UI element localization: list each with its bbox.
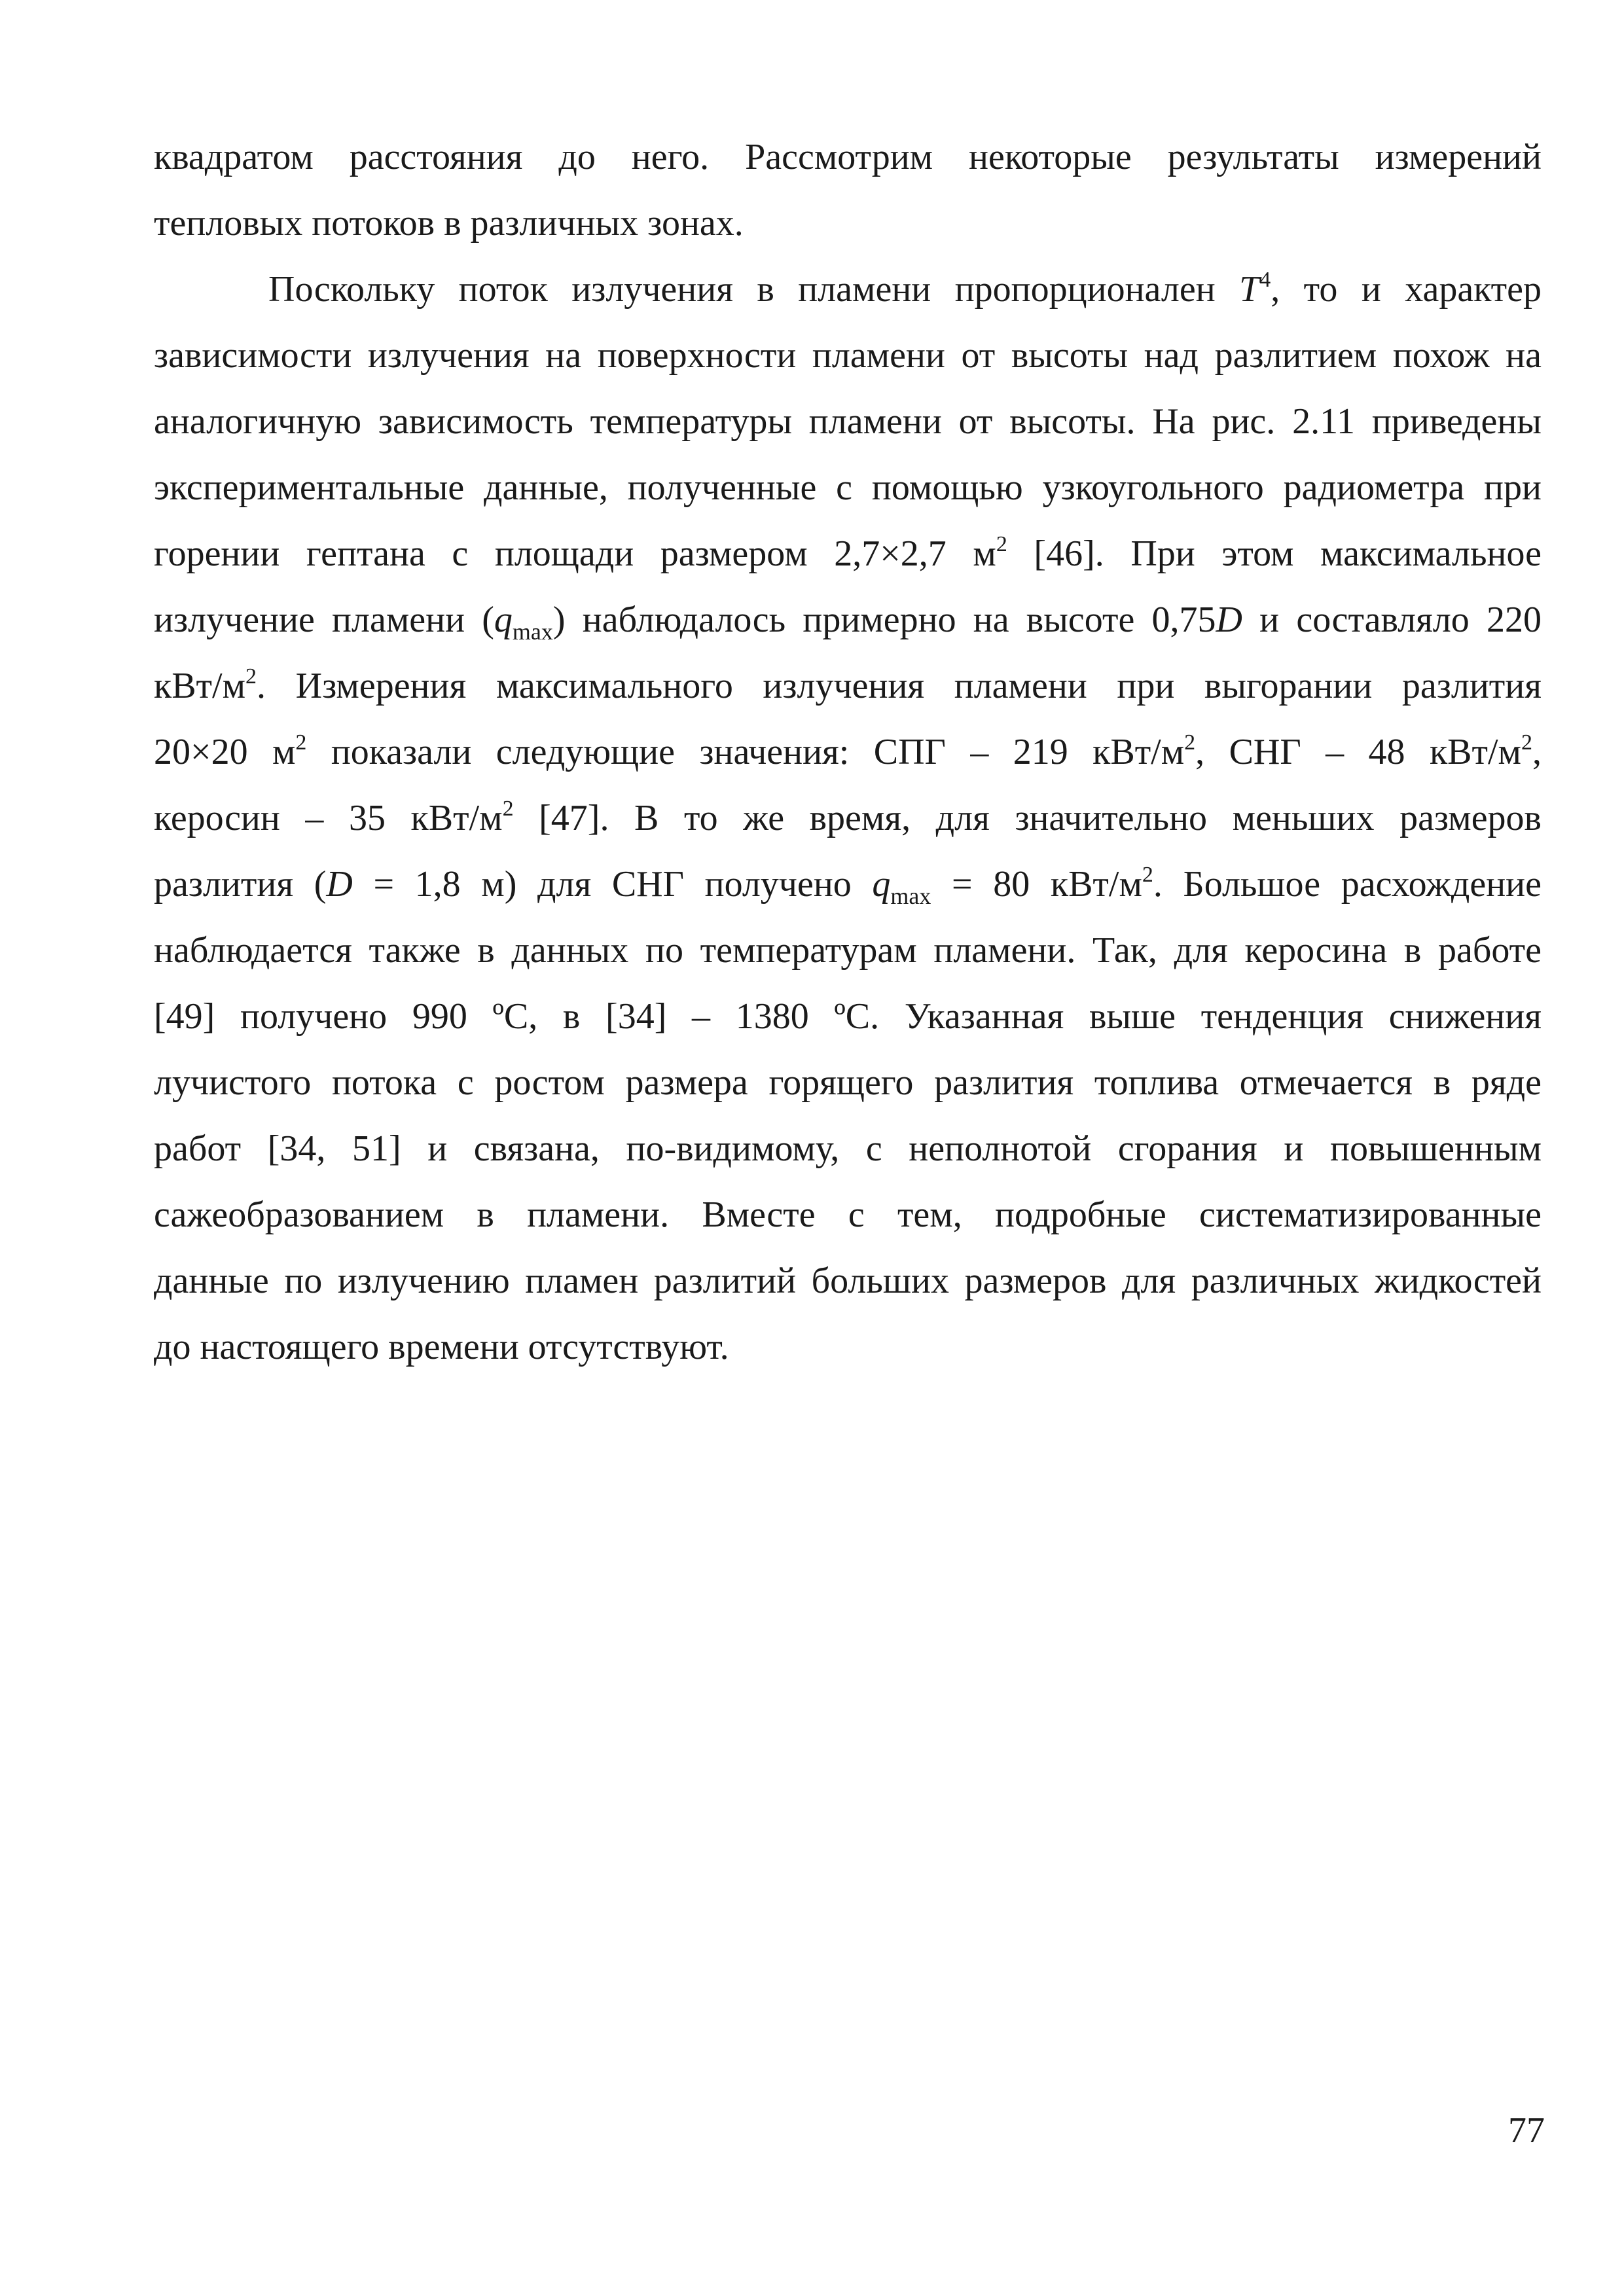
text-line (154, 190, 1542, 257)
text-span: тепловых потоков в различных зонах. (154, 203, 744, 243)
text-span: квадратом расстояния до него. Рассмотрим некоторые результаты измерений (154, 137, 1542, 177)
text-span: ) наблюдалось примерно на высоте 0,75 (552, 600, 1216, 640)
text-span: , СНГ – 48 кВт/м (1195, 732, 1521, 772)
text-span: = 80 кВт/м (931, 864, 1142, 905)
text-line (154, 984, 1542, 1050)
subscript: max (512, 619, 553, 645)
math-variable: D (1216, 600, 1242, 640)
subscript: max (890, 883, 931, 909)
text-span: керосин – 35 кВт/м (154, 798, 503, 838)
superscript: 2 (1184, 730, 1196, 755)
superscript: 2 (502, 797, 514, 821)
text-span: [49] получено 990 ºС, в [34] – 1380 ºС. Указанная выше тенденция снижения (154, 996, 1542, 1037)
text-span: . Большое расхождение (1153, 864, 1542, 905)
text-span: и составляло 220 (1242, 600, 1542, 640)
math-variable: q (872, 864, 891, 905)
text-span: Поскольку поток излучения в пламени пропорционален (268, 269, 1240, 310)
text-span: , то и характер (1271, 269, 1542, 310)
text-line (154, 323, 1542, 389)
text-span: горении гептана с площади размером 2,7×2,7 м (154, 533, 996, 574)
text-line (154, 124, 1542, 190)
text-span: лучистого потока с ростом размера горящего разлития топлива отмечается в ряде (154, 1062, 1542, 1103)
text-span: показали следующие значения: СПГ – 219 кВт/м (306, 732, 1185, 772)
superscript: 2 (1142, 863, 1153, 887)
text-span: аналогичную зависимость температуры пламени от высоты. На рис. 2.11 приведены (154, 401, 1542, 442)
math-variable: q (494, 600, 513, 640)
text-line (154, 785, 1542, 852)
text-span: 20×20 м (154, 732, 296, 772)
text-line (154, 852, 1542, 918)
text-line (154, 1248, 1542, 1314)
text-span: данные по излучению пламен разлитий больших размеров для различных жидкостей (154, 1261, 1542, 1301)
text-span: зависимости излучения на поверхности пламени от высоты над разлитием похож на (154, 335, 1542, 376)
body-text (154, 124, 1542, 1380)
text-span: = 1,8 м) для СНГ получено (352, 864, 873, 905)
math-variable: D (326, 864, 353, 905)
superscript: 2 (245, 664, 257, 689)
superscript: 2 (996, 532, 1007, 556)
text-span: излучение пламени ( (154, 600, 494, 640)
text-line (154, 653, 1542, 719)
math-variable: T (1239, 269, 1260, 310)
text-line (154, 1116, 1542, 1182)
text-line (154, 1314, 1542, 1380)
text-span: [46]. При этом максимальное (1007, 533, 1542, 574)
text-line (154, 1050, 1542, 1116)
text-span: работ [34, 51] и связана, по-видимому, с неполнотой сгорания и повышенным (154, 1128, 1542, 1169)
text-line (154, 918, 1542, 984)
text-line (154, 1182, 1542, 1248)
text-line (154, 719, 1542, 785)
text-span: , (1532, 732, 1542, 772)
text-span: разлития ( (154, 864, 327, 905)
text-span: [47]. В то же время, для значительно меньших размеров (513, 798, 1542, 838)
text-line (154, 455, 1542, 521)
text-line (154, 389, 1542, 455)
text-span: до настоящего времени отсутствуют. (154, 1327, 729, 1367)
text-line (154, 521, 1542, 587)
text-span: наблюдается также в данных по температурам пламени. Так, для керосина в работе (154, 930, 1542, 971)
text-span: . Измерения максимального излучения пламени при выгорании разлития (257, 666, 1542, 706)
text-span: экспериментальные данные, полученные с помощью узкоугольного радиометра при (154, 467, 1542, 508)
text-line (154, 587, 1542, 653)
page-number: 77 (1508, 2110, 1545, 2151)
text-line (154, 257, 1542, 323)
text-span: кВт/м (154, 666, 246, 706)
superscript: 2 (1521, 730, 1532, 755)
text-span: сажеобразованием в пламени. Вместе с тем, подробные систематизированные (154, 1194, 1542, 1235)
superscript: 2 (295, 730, 307, 755)
superscript: 4 (1259, 268, 1271, 292)
